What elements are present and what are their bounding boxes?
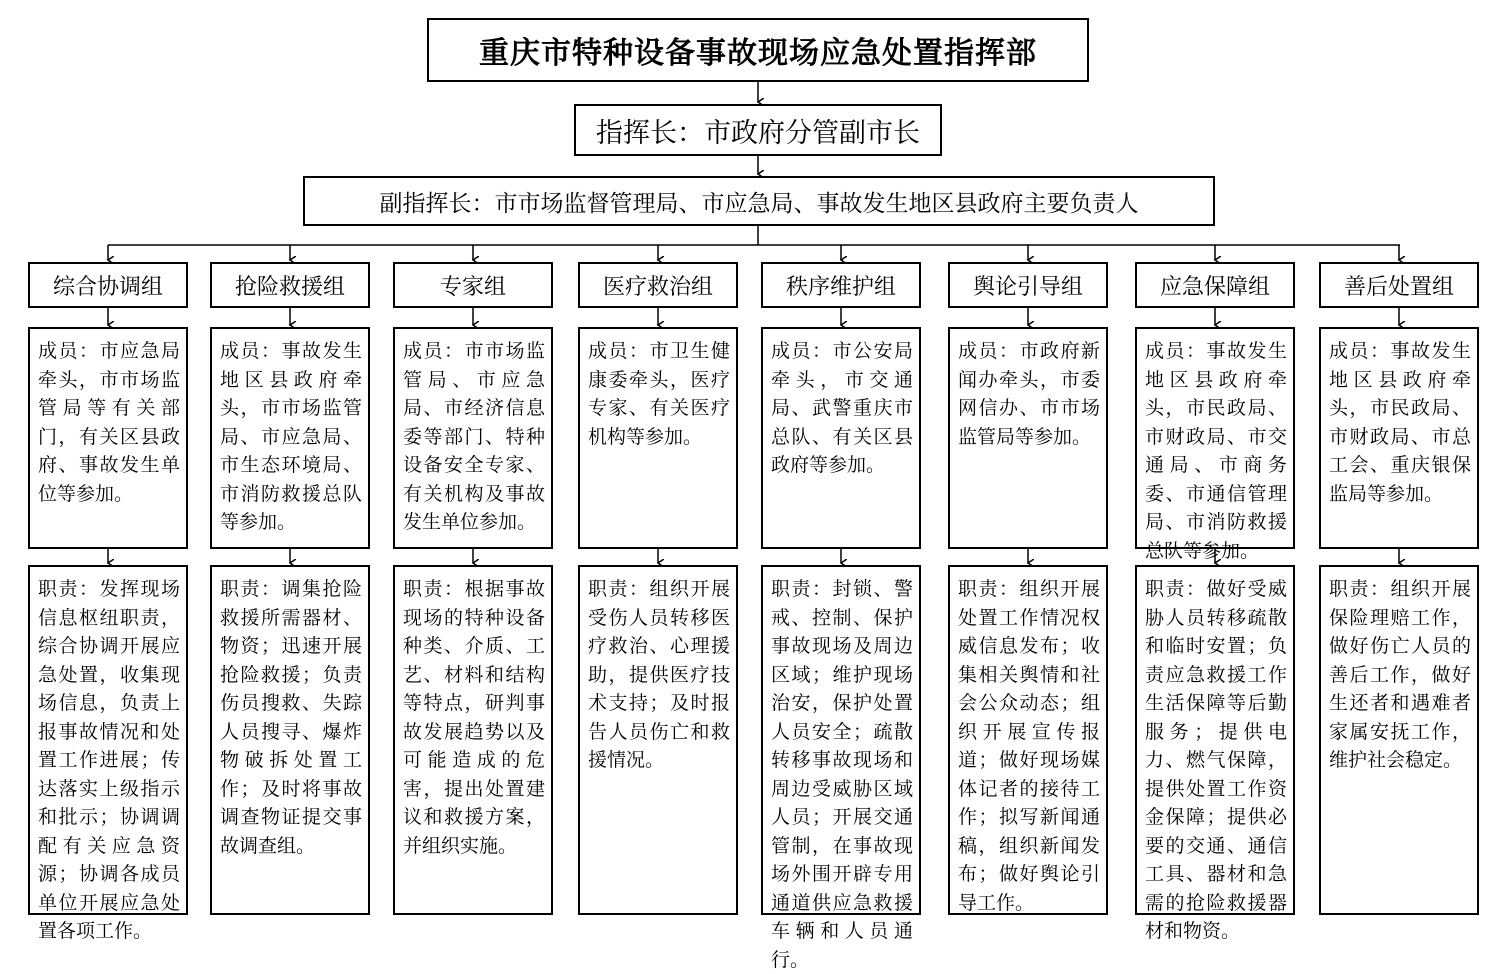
group-members-aftermath: 成员：事故发生地区县政府牵头，市民政局、市财政局、市总工会、重庆银保监局等参加。 (1319, 327, 1479, 549)
group-duties-coordination: 职责：发挥现场信息枢纽职责，综合协调开展应急处置，收集现场信息，负责上报事故情况和处置工作进展；传达落实上级指示和批示；协调调配有关应急资源；协调各成员单位开展应急处置各项工作。 (28, 565, 188, 915)
group-duties-publicity: 职责：组织开展处置工作情况权威信息发布；收集相关舆情和社会公众动态；组织开展宣传报道；做好现场媒体记者的接待工作；拟写新闻通稿，组织新闻发布；做好舆论引导工作。 (948, 565, 1108, 915)
headquarters-title: 重庆市特种设备事故现场应急处置指挥部 (427, 18, 1089, 82)
group-title-publicity: 舆论引导组 (948, 262, 1108, 308)
group-title-support: 应急保障组 (1135, 262, 1295, 308)
group-members-coordination: 成员：市应急局牵头，市市场监管局等有关部门，有关区县政府、事故发生单位等参加。 (28, 327, 188, 549)
group-title-experts: 专家组 (393, 262, 553, 308)
group-members-medical: 成员：市卫生健康委牵头，医疗专家、有关医疗机构等参加。 (578, 327, 738, 549)
group-duties-order: 职责：封锁、警戒、控制、保护事故现场及周边区域；维护现场治安，保护处置人员安全；疏散转移事故现场和周边受威胁区域人员；开展交通管制，在事故现场外围开辟专用通道供应急救援车辆和人员通行。 (761, 565, 921, 915)
group-title-rescue: 抢险救援组 (210, 262, 370, 308)
commander-box: 指挥长：市政府分管副市长 (574, 104, 942, 156)
group-title-coordination: 综合协调组 (28, 262, 188, 308)
group-duties-support: 职责：做好受威胁人员转移疏散和临时安置；负责应急救援工作生活保障等后勤服务；提供电力、燃气保障，提供处置工作资金保障；提供必要的交通、通信工具、器材和急需的抢险救援器材和物资。 (1135, 565, 1295, 915)
group-members-order: 成员：市公安局牵头，市交通局、武警重庆市总队、有关区县政府等参加。 (761, 327, 921, 549)
group-members-rescue: 成员：事故发生地区县政府牵头，市市场监管局、市应急局、市生态环境局、市消防救援总队等参加。 (210, 327, 370, 549)
group-duties-medical: 职责：组织开展受伤人员转移医疗救治、心理援助，提供医疗技术支持；及时报告人员伤亡和救援情况。 (578, 565, 738, 915)
deputy-commander-box: 副指挥长：市市场监督管理局、市应急局、事故发生地区县政府主要负责人 (303, 176, 1215, 226)
group-members-publicity: 成员：市政府新闻办牵头，市委网信办、市市场监管局等参加。 (948, 327, 1108, 549)
group-members-experts: 成员：市市场监管局、市应急局、市经济信息委等部门、特种设备安全专家、有关机构及事故发生单位参加。 (393, 327, 553, 549)
group-title-order: 秩序维护组 (761, 262, 921, 308)
group-members-support: 成员：事故发生地区县政府牵头，市民政局、市财政局、市交通局、市商务委、市通信管理局、市消防救援总队等参加。 (1135, 327, 1295, 549)
group-title-aftermath: 善后处置组 (1319, 262, 1479, 308)
group-duties-aftermath: 职责：组织开展保险理赔工作，做好伤亡人员的善后工作，做好生还者和遇难者家属安抚工作，维护社会稳定。 (1319, 565, 1479, 915)
group-title-medical: 医疗救治组 (578, 262, 738, 308)
group-duties-experts: 职责：根据事故现场的特种设备种类、介质、工艺、材料和结构等特点，研判事故发展趋势以及可能造成的危害，提出处置建议和救援方案，并组织实施。 (393, 565, 553, 915)
group-duties-rescue: 职责：调集抢险救援所需器材、物资；迅速开展抢险救援；负责伤员搜救、失踪人员搜寻、爆炸物破拆处置工作；及时将事故调查物证提交事故调查组。 (210, 565, 370, 915)
